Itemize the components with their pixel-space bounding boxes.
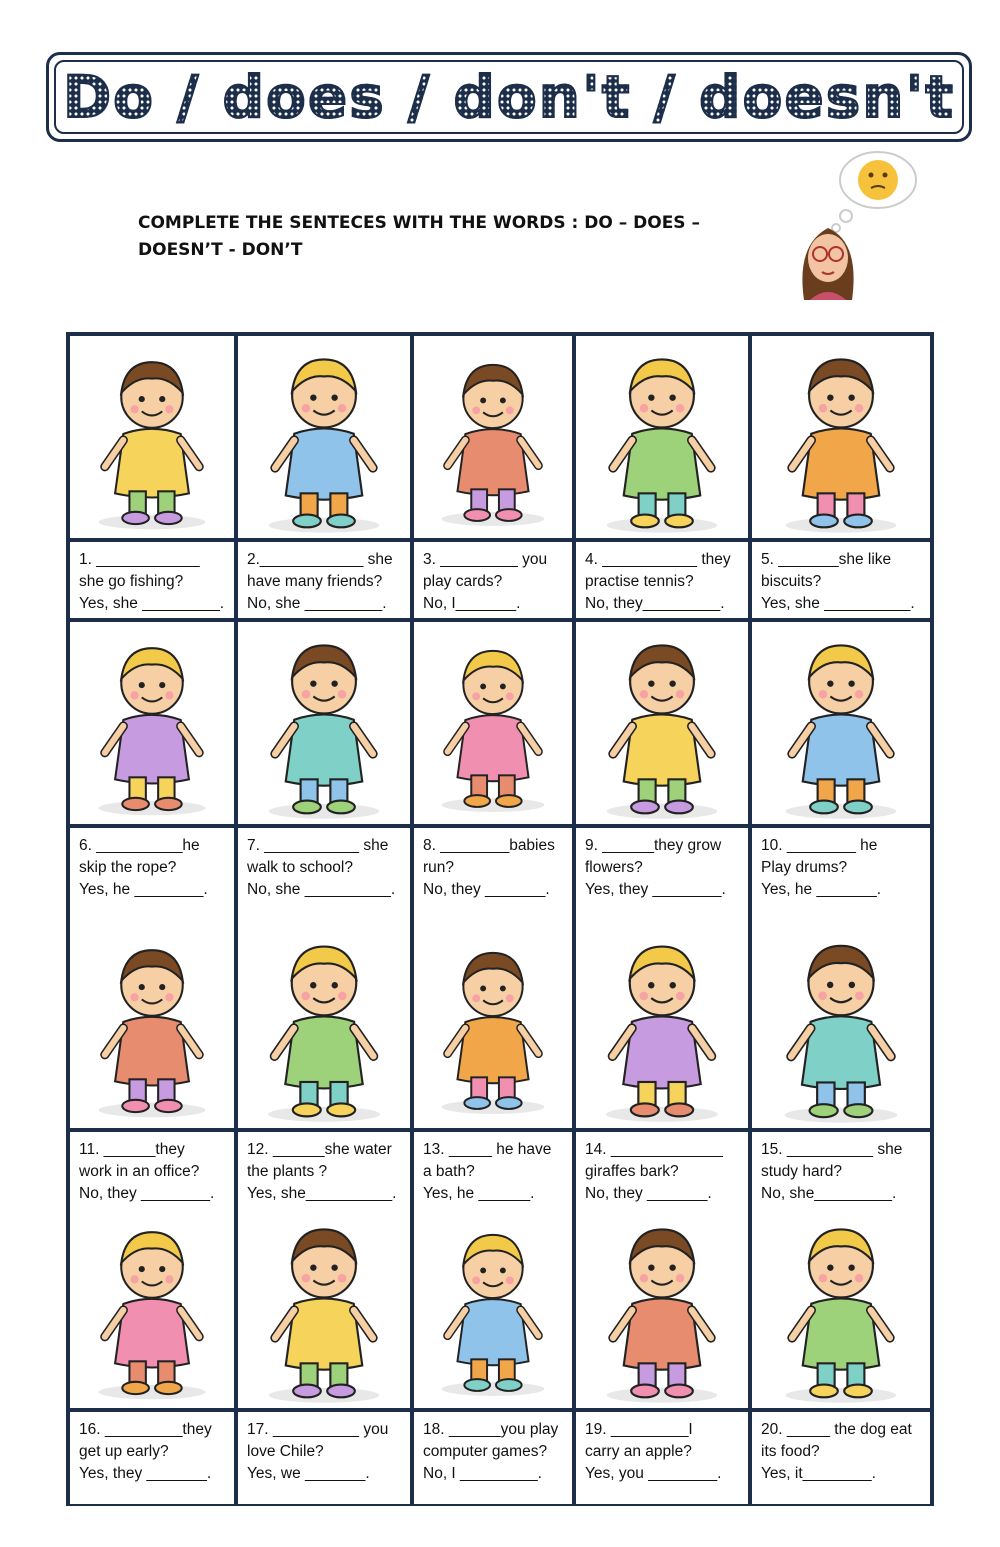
exercise-answer-line: No, they _______. bbox=[423, 881, 550, 898]
boy-with-apple-picture bbox=[576, 1206, 748, 1408]
girl-hopscotch-picture bbox=[238, 622, 410, 824]
exercise-question-line: 17. __________ you bbox=[247, 1421, 389, 1438]
exercise-question-line: 3. _________ you bbox=[423, 551, 548, 568]
queen-with-biscuits-picture bbox=[752, 336, 930, 538]
kids-with-flowers-picture bbox=[576, 622, 748, 824]
exercise-question-line: 10. ________ he bbox=[761, 837, 878, 854]
exercise-cell bbox=[70, 542, 234, 618]
exercise-question-line: 7. ___________ she bbox=[247, 837, 389, 854]
picture-cell bbox=[752, 1206, 930, 1408]
exercise-question-continuation: get up early? bbox=[79, 1443, 169, 1460]
picture-cell bbox=[414, 1206, 572, 1408]
exercise-cell bbox=[576, 1132, 748, 1206]
exercise-answer-line: Yes, he _______. bbox=[761, 881, 882, 898]
exercise-question-continuation: love Chile? bbox=[247, 1443, 324, 1460]
exercise-question-line: 18. ______you play bbox=[423, 1421, 559, 1438]
exercise-answer-line: Yes, they _______. bbox=[79, 1465, 212, 1482]
exercise-text bbox=[761, 1419, 926, 1485]
exercise-answer-line: No, they _______. bbox=[585, 1185, 712, 1202]
picture-cell bbox=[238, 622, 410, 824]
exercise-question-continuation: play cards? bbox=[423, 573, 503, 590]
picture-cell bbox=[70, 622, 234, 824]
exercise-text bbox=[79, 549, 230, 615]
boy-playing-drums-picture bbox=[752, 622, 930, 824]
exercise-text bbox=[247, 1419, 406, 1485]
grandma-and-boy-picture bbox=[70, 922, 234, 1128]
exercise-answer-line: Yes, she _________. bbox=[79, 595, 225, 612]
picture-cell bbox=[576, 336, 748, 538]
exercise-text bbox=[585, 549, 744, 615]
exercise-question-line: 15. __________ she bbox=[761, 1141, 903, 1158]
exercise-grid bbox=[66, 332, 934, 1506]
exercise-answer-line: Yes, they ________. bbox=[585, 881, 726, 898]
exercise-cell bbox=[238, 1412, 410, 1504]
dog-eating-picture bbox=[752, 1206, 930, 1408]
exercise-text bbox=[79, 835, 230, 901]
picture-cell bbox=[238, 1206, 410, 1408]
kids-in-pajamas-picture bbox=[70, 1206, 234, 1408]
girl-watering-plants-picture bbox=[238, 922, 410, 1128]
exercise-cell bbox=[752, 1412, 930, 1504]
exercise-answer-line: Yes, he ______. bbox=[423, 1185, 535, 1202]
exercise-question-continuation: she go fishing? bbox=[79, 573, 184, 590]
picture-cell bbox=[576, 622, 748, 824]
exercise-answer-line: No, she _________. bbox=[247, 595, 387, 612]
exercise-question-line: 19. _________I bbox=[585, 1421, 693, 1438]
exercise-cell bbox=[70, 1132, 234, 1206]
exercise-text bbox=[585, 1419, 744, 1485]
exercise-answer-line: Yes, it________. bbox=[761, 1465, 876, 1482]
exercise-cell bbox=[414, 1132, 572, 1206]
exercise-question-continuation: practise tennis? bbox=[585, 573, 694, 590]
exercise-cell bbox=[414, 1412, 572, 1504]
kids-with-chile-flags-picture bbox=[238, 1206, 410, 1408]
exercise-answer-line: No, they_________. bbox=[585, 595, 725, 612]
exercise-text bbox=[585, 835, 744, 901]
picture-cell bbox=[414, 922, 572, 1128]
child-in-bath-picture bbox=[414, 922, 572, 1128]
exercise-question-line: 6. __________he bbox=[79, 837, 200, 854]
exercise-answer-line: Yes, you ________. bbox=[585, 1465, 722, 1482]
boy-with-bag-picture bbox=[414, 336, 572, 538]
exercise-text bbox=[761, 1139, 926, 1205]
exercise-question-continuation: run? bbox=[423, 859, 455, 876]
exercise-question-line: 4. ___________ they bbox=[585, 551, 731, 568]
picture-cell bbox=[752, 622, 930, 824]
exercise-text bbox=[79, 1419, 230, 1485]
exercise-question-continuation: carry an apple? bbox=[585, 1443, 692, 1460]
boy-skipping-rope-picture bbox=[70, 622, 234, 824]
exercise-question-continuation: its food? bbox=[761, 1443, 820, 1460]
exercise-cell bbox=[70, 1412, 234, 1504]
exercise-text bbox=[247, 1139, 406, 1205]
exercise-answer-line: Yes, she __________. bbox=[761, 595, 915, 612]
exercise-cell bbox=[752, 542, 930, 618]
picture-cell bbox=[70, 1206, 234, 1408]
exercise-cell bbox=[70, 828, 234, 922]
exercise-cell bbox=[576, 1412, 748, 1504]
exercise-answer-line: Yes, he ________. bbox=[79, 881, 208, 898]
exercise-text bbox=[423, 1419, 568, 1485]
girl-fishing-picture bbox=[70, 336, 234, 538]
exercise-question-line: 9. ______they grow bbox=[585, 837, 722, 854]
exercise-question-line: 13. _____ he have bbox=[423, 1141, 552, 1158]
child-cat-costume-picture bbox=[414, 1206, 572, 1408]
picture-cell bbox=[414, 336, 572, 538]
picture-cell bbox=[576, 922, 748, 1128]
exercise-text bbox=[761, 549, 926, 615]
girl-blue-dress-picture bbox=[238, 336, 410, 538]
thinking-teacher-icon bbox=[786, 150, 926, 300]
picture-cell bbox=[576, 1206, 748, 1408]
exercise-answer-line: Yes, she__________. bbox=[247, 1185, 397, 1202]
exercise-question-line: 8. ________babies bbox=[423, 837, 555, 854]
exercise-answer-line: No, she __________. bbox=[247, 881, 396, 898]
exercise-cell bbox=[414, 542, 572, 618]
exercise-text bbox=[423, 1139, 568, 1205]
exercise-question-line: 12. ______she water bbox=[247, 1141, 392, 1158]
exercise-question-continuation: giraffes bark? bbox=[585, 1163, 679, 1180]
exercise-question-line: 5. _______she like bbox=[761, 551, 892, 568]
exercise-question-line: 20. _____ the dog eat bbox=[761, 1421, 912, 1438]
exercise-cell bbox=[238, 828, 410, 922]
exercise-cell bbox=[238, 542, 410, 618]
exercise-question-continuation: a bath? bbox=[423, 1163, 475, 1180]
babies-picture bbox=[414, 622, 572, 824]
exercise-text bbox=[79, 1139, 230, 1205]
exercise-text bbox=[247, 549, 406, 615]
exercise-question-continuation: Play drums? bbox=[761, 859, 848, 876]
title-banner bbox=[46, 52, 972, 142]
exercise-question-line: 2.____________ she bbox=[247, 551, 393, 568]
picture-cell bbox=[70, 336, 234, 538]
picture-cell bbox=[752, 336, 930, 538]
exercise-text bbox=[585, 1139, 744, 1205]
picture-cell bbox=[238, 922, 410, 1128]
instructions: COMPLETE THE SENTECES WITH THE WORDS : DO – DOES – DOESN’T - DON’T bbox=[138, 213, 700, 260]
exercise-text bbox=[761, 835, 926, 901]
exercise-question-continuation: computer games? bbox=[423, 1443, 548, 1460]
exercise-text bbox=[247, 835, 406, 901]
exercise-cell bbox=[238, 1132, 410, 1206]
page-title: Do / does / don't / doesn't bbox=[49, 63, 969, 131]
exercise-question-continuation: biscuits? bbox=[761, 573, 822, 590]
exercise-question-continuation: study hard? bbox=[761, 1163, 842, 1180]
picture-cell bbox=[238, 336, 410, 538]
exercise-answer-line: No, I _________. bbox=[423, 1465, 542, 1482]
exercise-text bbox=[423, 835, 568, 901]
exercise-answer-line: Yes, we _______. bbox=[247, 1465, 370, 1482]
exercise-answer-line: No, I_______. bbox=[423, 595, 521, 612]
exercise-question-continuation: skip the rope? bbox=[79, 859, 177, 876]
exercise-cell bbox=[576, 828, 748, 922]
girl-at-desk-picture bbox=[752, 922, 930, 1128]
exercise-question-line: 16. _________they bbox=[79, 1421, 212, 1438]
picture-cell bbox=[70, 922, 234, 1128]
two-kids-picture bbox=[576, 336, 748, 538]
exercise-question-continuation: walk to school? bbox=[247, 859, 353, 876]
exercise-question-continuation: work in an office? bbox=[79, 1163, 200, 1180]
exercise-cell bbox=[752, 1132, 930, 1206]
exercise-text bbox=[423, 549, 568, 615]
exercise-answer-line: No, they ________. bbox=[79, 1185, 215, 1202]
picture-cell bbox=[752, 922, 930, 1128]
exercise-question-line: 14. _____________ bbox=[585, 1141, 723, 1158]
exercise-question-continuation: the plants ? bbox=[247, 1163, 328, 1180]
exercise-cell bbox=[576, 542, 748, 618]
exercise-cell bbox=[414, 828, 572, 922]
giraffes-picture bbox=[576, 922, 748, 1128]
exercise-question-line: 1. ____________ bbox=[79, 551, 200, 568]
exercise-question-continuation: flowers? bbox=[585, 859, 643, 876]
exercise-cell bbox=[752, 828, 930, 922]
exercise-question-continuation: have many friends? bbox=[247, 573, 383, 590]
exercise-question-line: 11. ______they bbox=[79, 1141, 185, 1158]
exercise-answer-line: No, she_________. bbox=[761, 1185, 897, 1202]
picture-cell bbox=[414, 622, 572, 824]
